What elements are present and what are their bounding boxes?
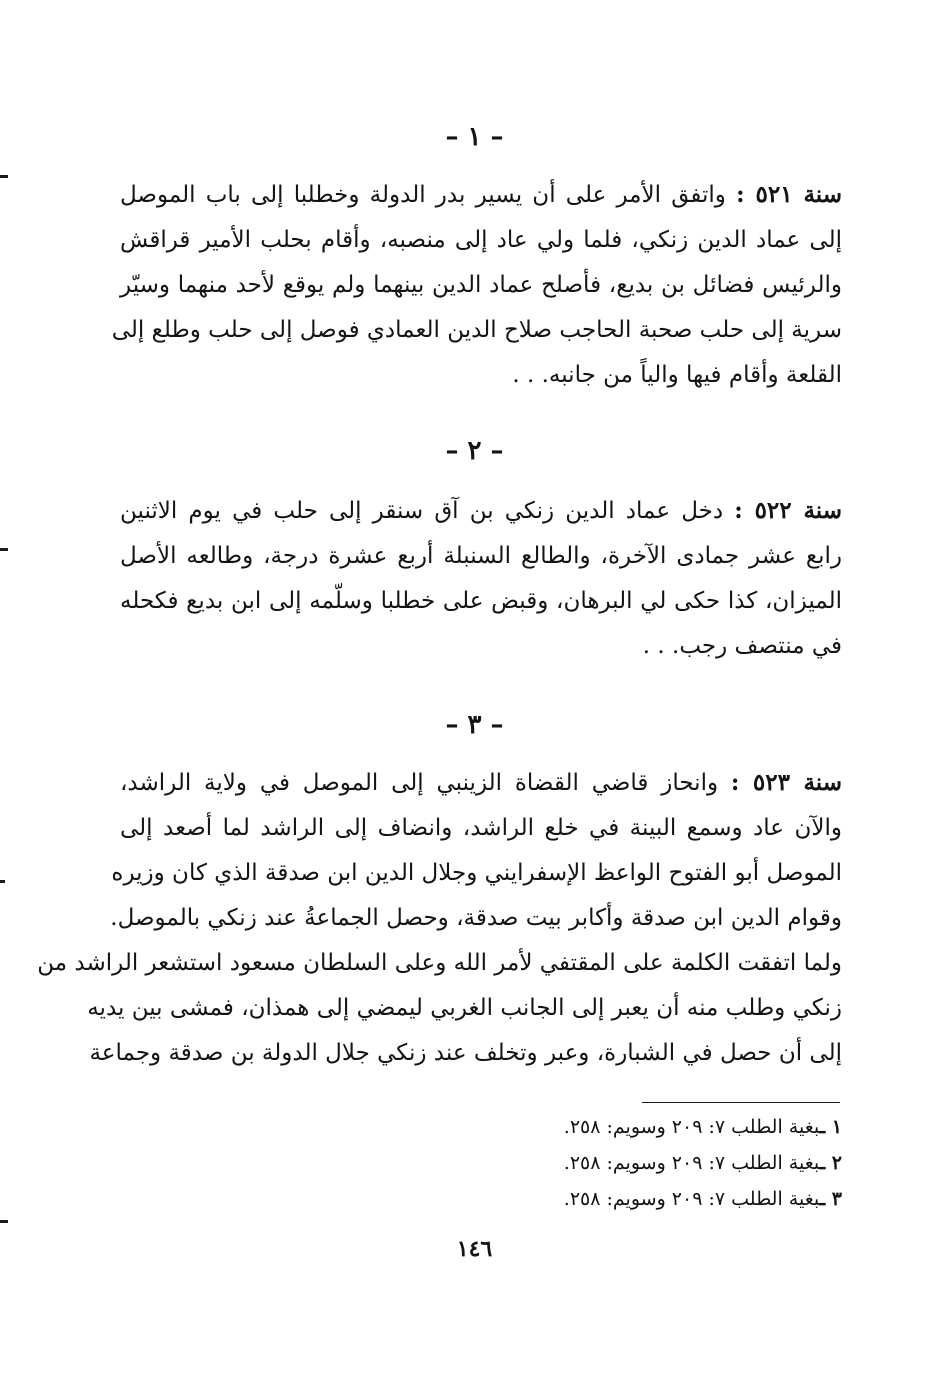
scan-edge-mark <box>0 175 8 178</box>
footnote-3: ٣ ـبغية الطلب ٧: ٢٠٩ وسويم: ٢٥٨. <box>563 1188 842 1210</box>
section-2-line-3: الميزان، كذا حكى لي البرهان، وقبض على خطلبا وسلّمه إلى ابن بديع فكحله <box>120 588 842 614</box>
section-3-line-2: والآن عاد وسمع البينة في خلع الراشد، وانضاف إلى الراشد لما أصعد إلى <box>120 815 842 841</box>
scan-edge-mark <box>0 880 5 883</box>
footnote-1: ١ ـبغية الطلب ٧: ٢٠٩ وسويم: ٢٥٨. <box>563 1116 842 1138</box>
section-3-line-6: زنكي وطلب منه أن يعبر إلى الجانب الغربي ليمضي إلى همذان، فمشى بين يديه <box>87 995 842 1021</box>
page-number: ١٤٦ <box>456 1236 493 1262</box>
section-1-line-2: إلى عماد الدين زنكي، فلما ولي عاد إلى منصبه، وأقام بحلب الأمير قراقش <box>120 227 842 253</box>
section-3-year: سنة ٥٢٣ : <box>730 769 843 796</box>
scan-edge-mark <box>0 548 8 551</box>
section-1-heading: – ١ – <box>445 122 504 152</box>
section-2-year: سنة ٥٢٢ : <box>734 497 843 524</box>
scan-edge-mark <box>0 1220 8 1223</box>
section-2-line-2: رابع عشر جمادى الآخرة، والطالع السنبلة أربع عشرة درجة، وطالعه الأصل <box>120 543 842 569</box>
section-3-line-1: سنة ٥٢٣ : وانحاز قاضي القضاة الزينبي إلى الموصل في ولاية الراشد، <box>120 769 843 796</box>
section-2-heading: – ٢ – <box>445 436 504 466</box>
section-3-line-4: وقوام الدين ابن صدقة وأكابر بيت صدقة، وحصل الجماعةُ عند زنكي بالموصل. <box>110 905 842 931</box>
section-2-line-1: سنة ٥٢٢ : دخل عماد الدين زنكي بن آق سنقر إلى حلب في يوم الاثنين <box>120 497 843 524</box>
footnote-2: ٢ ـبغية الطلب ٧: ٢٠٩ وسويم: ٢٥٨. <box>563 1152 842 1174</box>
section-1-line-1: سنة ٥٢١ : واتفق الأمر على أن يسير بدر الدولة وخطلبا إلى باب الموصل <box>120 181 843 208</box>
section-3-line-5: ولما اتفقت الكلمة على المقتفي لأمر الله وعلى السلطان مسعود استشعر الراشد من <box>37 950 842 976</box>
section-3-line-7: إلى أن حصل في الشبارة، وعبر وتخلف عند زنكي جلال الدولة بن صدقة وجماعة <box>89 1040 842 1066</box>
section-1-year: سنة ٥٢١ : <box>736 181 843 208</box>
section-1-line-5: القلعة وأقام فيها والياً من جانبه. . . <box>512 362 842 388</box>
section-1-paragraph <box>111 172 843 398</box>
section-1-line-3: والرئيس فضائل بن بديع، فأصلح عماد الدين بينهما ولم يوقع لأحد منهما وسيّر <box>120 272 842 298</box>
section-2-line-4: في منتصف رجب. . . <box>642 633 842 659</box>
section-1-line-4: سرية إلى حلب صحبة الحاجب صلاح الدين العمادي فوصل إلى حلب وطلع إلى <box>111 317 842 343</box>
section-2-paragraph <box>120 488 842 669</box>
section-3-paragraph <box>37 760 843 1076</box>
section-3-line-3: الموصل أبو الفتوح الواعظ الإسفرايني وجلال الدين ابن صدقة الذي كان وزيره <box>111 860 842 886</box>
section-3-heading: – ٣ – <box>445 710 504 740</box>
footnote-separator <box>642 1102 840 1103</box>
